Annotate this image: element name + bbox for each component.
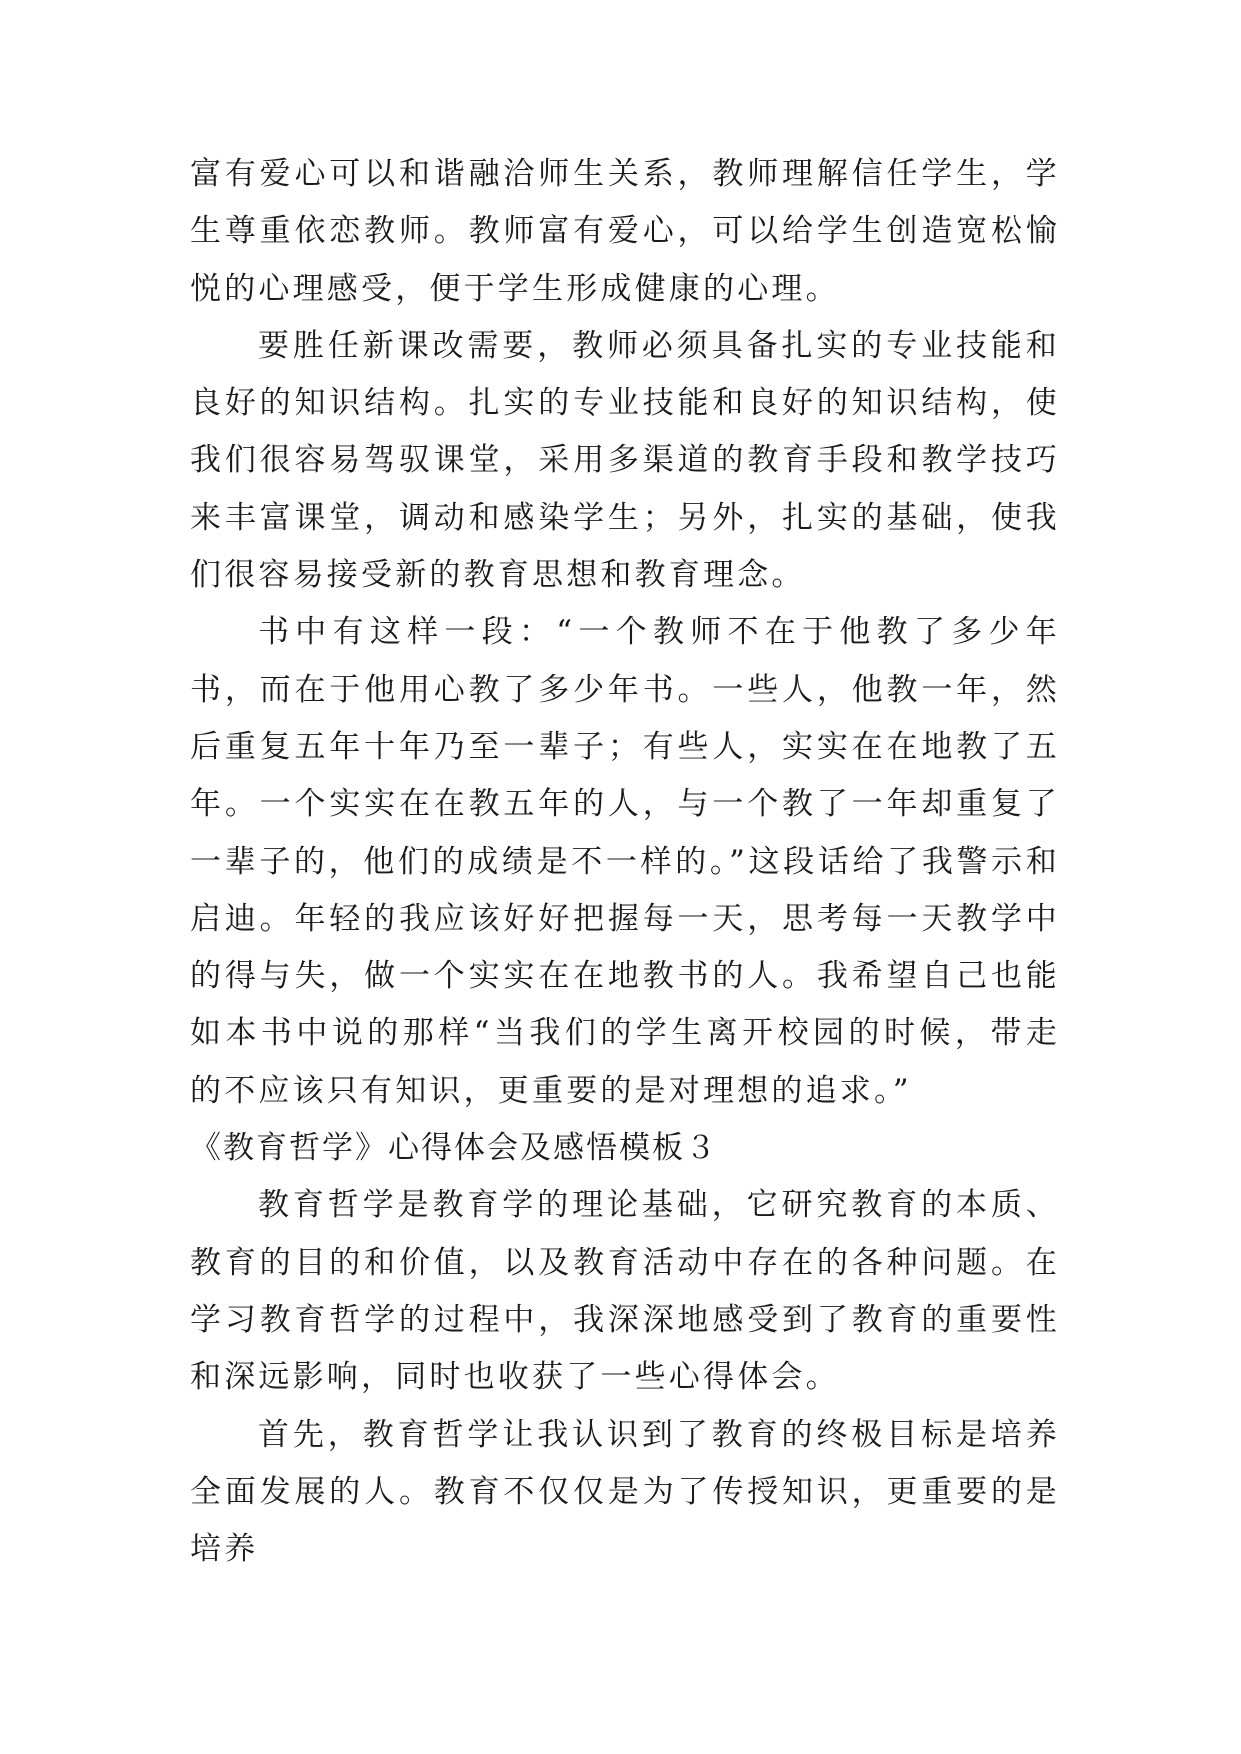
paragraph-1: 富有爱心可以和谐融洽师生关系，教师理解信任学生，学生尊重依恋教师。教师富有爱心，可以给学生创造宽松愉悦的心理感受，便于学生形成健康的心理。 [190, 156, 1060, 307]
body-text [190, 146, 1060, 1578]
paragraph-2: 要胜任新课改需要，教师必须具备扎实的专业技能和良好的知识结构。扎实的专业技能和良好的知识结构，使我们很容易驾驭课堂，采用多渠道的教育手段和教学技巧来丰富课堂，调动和感染学生；另外，扎实的基础，使我们很容易接受新的教育思想和教育理念。 [190, 327, 1060, 594]
section-heading: 《教育哲学》心得体会及感悟模板３ [190, 1130, 718, 1167]
paragraph-3: 书中有这样一段：“一个教师不在于他教了多少年书，而在于他用心教了多少年书。一些人，他教一年，然后重复五年十年乃至一辈子；有些人，实实在在地教了五年。一个实实在在教五年的人，与一个教了一年却重复了一辈子的，他们的成绩是不一样的。”这段话给了我警示和启迪。年轻的我应该好好把握每一天，思考每一天教学中的得与失，做一个实实在在地教书的人。我希望自己也能如本书中说的那样“当我们的学生离开校园的时候，带走的不应该只有知识，更重要的是对理想的追求。” [190, 614, 1060, 1109]
section-paragraph-1: 教育哲学是教育学的理论基础，它研究教育的本质、教育的目的和价值，以及教育活动中存在的各种问题。在学习教育哲学的过程中，我深深地感受到了教育的重要性和深远影响，同时也收获了一些心得体会。 [190, 1187, 1060, 1396]
section-paragraph-2: 首先，教育哲学让我认识到了教育的终极目标是培养全面发展的人。教育不仅仅是为了传授知识，更重要的是培养 [190, 1416, 1060, 1568]
